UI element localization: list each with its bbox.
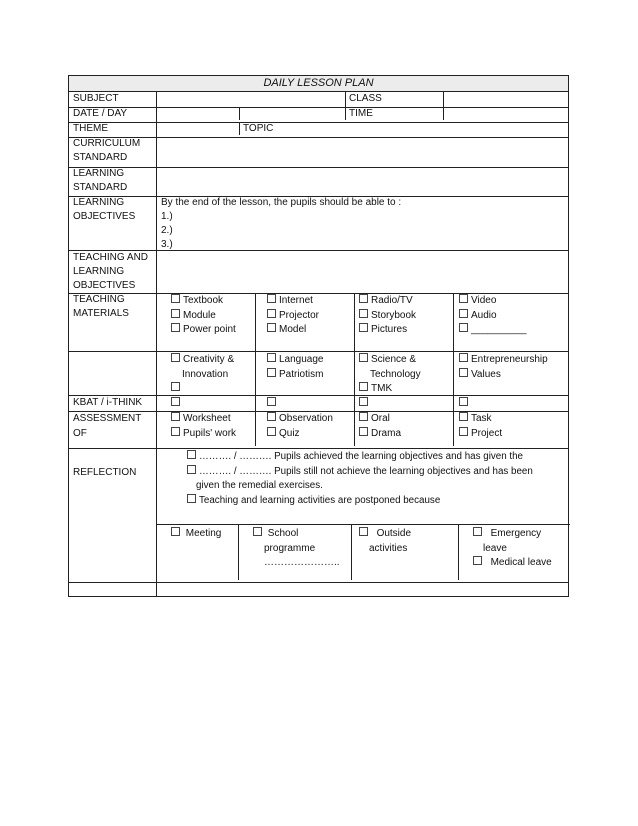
materials-col-2 xyxy=(267,294,319,338)
option-pupils-work[interactable]: Pupils' work xyxy=(171,427,236,442)
option-module[interactable]: Module xyxy=(171,309,236,324)
column-line xyxy=(255,293,256,446)
option-patriotism[interactable]: Patriotism xyxy=(267,368,324,383)
column-line xyxy=(443,91,444,120)
materials-label: TEACHING xyxy=(73,294,125,305)
column-line xyxy=(351,524,352,580)
option-project[interactable]: Project xyxy=(459,427,502,442)
date-label: DATE / DAY xyxy=(73,108,128,119)
option-blank[interactable] xyxy=(171,382,234,397)
reflection-remedial: given the remedial exercises. xyxy=(196,480,323,491)
option-worksheet[interactable]: Worksheet xyxy=(171,412,236,427)
checkbox-icon[interactable] xyxy=(171,323,180,332)
option-outside-activities[interactable]: Outside activities xyxy=(359,527,411,556)
option-creativity-cont: Innovation xyxy=(182,368,229,380)
tl-objectives-label: LEARNING xyxy=(73,266,125,277)
row-line xyxy=(69,351,568,352)
kbat-checkbox[interactable] xyxy=(459,397,471,412)
checkbox-icon[interactable] xyxy=(171,412,180,421)
checkbox-icon[interactable] xyxy=(171,294,180,303)
checkbox-icon[interactable] xyxy=(473,527,482,536)
option-projector[interactable]: Projector xyxy=(267,309,319,324)
option-meeting[interactable]: Meeting xyxy=(171,527,221,542)
checkbox-icon[interactable] xyxy=(187,450,196,459)
lesson-plan-form xyxy=(68,75,569,597)
row-line xyxy=(69,167,568,168)
checkbox-icon[interactable] xyxy=(171,527,180,536)
option-quiz[interactable]: Quiz xyxy=(267,427,333,442)
column-line xyxy=(458,524,459,580)
form-title: DAILY LESSON PLAN xyxy=(69,76,568,91)
row-line xyxy=(69,582,568,583)
option-science[interactable]: Science & xyxy=(359,353,421,368)
checkbox-icon[interactable] xyxy=(459,323,468,332)
option-video[interactable]: Video xyxy=(459,294,527,309)
kbat-label: KBAT / i-THINK xyxy=(73,397,143,408)
option-storybook[interactable]: Storybook xyxy=(359,309,416,324)
emergency-leave-cont: leave xyxy=(483,542,507,554)
checkbox-icon[interactable] xyxy=(359,323,368,332)
checkbox-icon[interactable] xyxy=(267,412,276,421)
assessment-col-1 xyxy=(171,412,236,441)
learning-objectives-label: LEARNING xyxy=(73,197,125,208)
checkbox-icon[interactable] xyxy=(459,412,468,421)
school-programme-cont: programme xyxy=(264,542,316,554)
reflection-options xyxy=(187,450,533,508)
option-task[interactable]: Task xyxy=(459,412,502,427)
checkbox-icon[interactable] xyxy=(267,309,276,318)
objective-item: 2.) xyxy=(161,225,173,236)
option-power-point[interactable]: Power point xyxy=(171,323,236,338)
option-pictures[interactable]: Pictures xyxy=(359,323,416,338)
elements-col-2 xyxy=(267,353,324,382)
tl-objectives-label: TEACHING AND xyxy=(73,252,149,263)
objectives-intro: By the end of the lesson, the pupils should be able to : xyxy=(161,197,402,208)
column-line xyxy=(345,91,346,120)
materials-col-1 xyxy=(171,294,236,338)
learning-standard-label: LEARNING xyxy=(73,168,125,179)
row-line xyxy=(157,524,570,525)
checkbox-icon[interactable] xyxy=(459,309,468,318)
option-creativity[interactable]: Creativity & xyxy=(171,353,234,368)
checkbox-icon[interactable] xyxy=(171,353,180,362)
checkbox-icon[interactable] xyxy=(459,397,468,406)
objective-item: 3.) xyxy=(161,239,173,250)
checkbox-icon[interactable] xyxy=(171,382,180,391)
topic-label: TOPIC xyxy=(243,123,274,134)
option-values[interactable]: Values xyxy=(459,368,548,383)
assessment-label: ASSESSMENT xyxy=(73,413,142,424)
option-medical-leave[interactable]: Medical leave xyxy=(473,556,552,571)
checkbox-icon[interactable] xyxy=(473,556,482,565)
checkbox-icon[interactable] xyxy=(171,309,180,318)
checkbox-icon[interactable] xyxy=(459,353,468,362)
kbat-checkbox[interactable] xyxy=(267,397,279,412)
curriculum-label: CURRICULUM xyxy=(73,138,141,149)
subject-label: SUBJECT xyxy=(73,93,119,104)
row-line xyxy=(69,137,568,138)
row-line xyxy=(69,107,568,108)
option-other-blank[interactable]: __________ xyxy=(459,323,527,338)
objective-item: 1.) xyxy=(161,211,173,222)
option-tmk[interactable]: TMK xyxy=(359,382,421,397)
row-line xyxy=(69,395,568,396)
option-emergency-leave[interactable]: Emergency leave Medical leave xyxy=(473,527,552,571)
materials-label: MATERIALS xyxy=(73,308,129,319)
column-line xyxy=(238,524,239,580)
checkbox-icon[interactable] xyxy=(459,368,468,377)
assessment-label: OF xyxy=(73,428,87,439)
checkbox-icon[interactable] xyxy=(187,465,196,474)
theme-label: THEME xyxy=(73,123,108,134)
checkbox-icon[interactable] xyxy=(359,427,368,436)
checkbox-icon[interactable] xyxy=(267,323,276,332)
assessment-col-3 xyxy=(359,412,401,441)
checkbox-icon[interactable] xyxy=(267,368,276,377)
checkbox-icon[interactable] xyxy=(359,527,368,536)
kbat-checkbox[interactable] xyxy=(171,397,183,412)
assessment-col-4 xyxy=(459,412,502,441)
option-entrepreneurship[interactable]: Entrepreneurship xyxy=(459,353,548,368)
checkbox-icon[interactable] xyxy=(459,427,468,436)
school-programme-blank: ………………….. xyxy=(264,557,340,568)
checkbox-icon[interactable] xyxy=(253,527,262,536)
checkbox-icon[interactable] xyxy=(359,382,368,391)
option-internet[interactable]: Internet xyxy=(267,294,319,309)
checkbox-icon[interactable] xyxy=(171,427,180,436)
checkbox-icon[interactable] xyxy=(267,353,276,362)
checkbox-icon[interactable] xyxy=(359,294,368,303)
tl-objectives-label: OBJECTIVES xyxy=(73,280,136,291)
option-observation[interactable]: Observation xyxy=(267,412,333,427)
checkbox-icon[interactable] xyxy=(359,397,368,406)
option-school-programme[interactable]: School programme ………………….. xyxy=(253,527,340,571)
assessment-col-2 xyxy=(267,412,333,441)
column-line xyxy=(156,91,157,596)
time-label: TIME xyxy=(349,108,373,119)
checkbox-icon[interactable] xyxy=(359,309,368,318)
learning-objectives-label: OBJECTIVES xyxy=(73,211,136,222)
column-line xyxy=(239,107,240,120)
reflection-label: REFLECTION xyxy=(73,467,137,478)
option-science-cont: Technology xyxy=(370,368,421,380)
elements-col-4 xyxy=(459,353,548,382)
option-oral[interactable]: Oral xyxy=(359,412,401,427)
materials-col-3 xyxy=(359,294,416,338)
checkbox-icon[interactable] xyxy=(171,397,180,406)
checkbox-icon[interactable] xyxy=(267,397,276,406)
option-model[interactable]: Model xyxy=(267,323,319,338)
checkbox-icon[interactable] xyxy=(359,353,368,362)
learning-standard-label: STANDARD xyxy=(73,182,128,193)
row-line xyxy=(69,448,568,449)
column-line xyxy=(354,293,355,446)
checkbox-icon[interactable] xyxy=(267,427,276,436)
checkbox-icon[interactable] xyxy=(187,494,196,503)
kbat-checkbox[interactable] xyxy=(359,397,371,412)
outside-activities-cont: activities xyxy=(369,542,408,554)
checkbox-icon[interactable] xyxy=(267,294,276,303)
reflection-not-achieved[interactable]: ………. / ………. Pupils still not achieve the learning objectives and has been xyxy=(187,465,533,480)
column-line xyxy=(453,293,454,446)
checkbox-icon[interactable] xyxy=(459,294,468,303)
elements-col-3 xyxy=(359,353,421,397)
class-label: CLASS xyxy=(349,93,382,104)
row-line xyxy=(69,122,568,123)
reflection-achieved[interactable]: ………. / ………. Pupils achieved the learning objectives and has given the xyxy=(187,450,533,465)
option-drama[interactable]: Drama xyxy=(359,427,401,442)
option-language[interactable]: Language xyxy=(267,353,324,368)
option-textbook[interactable]: Textbook xyxy=(171,294,236,309)
curriculum-label: STANDARD xyxy=(73,152,128,163)
option-radio-tv[interactable]: Radio/TV xyxy=(359,294,416,309)
reflection-postponed[interactable]: Teaching and learning activities are postponed because xyxy=(187,494,533,509)
option-audio[interactable]: Audio xyxy=(459,309,527,324)
elements-col-1 xyxy=(171,353,234,397)
row-line xyxy=(69,91,568,92)
materials-col-4 xyxy=(459,294,527,338)
column-line xyxy=(239,122,240,135)
checkbox-icon[interactable] xyxy=(359,412,368,421)
